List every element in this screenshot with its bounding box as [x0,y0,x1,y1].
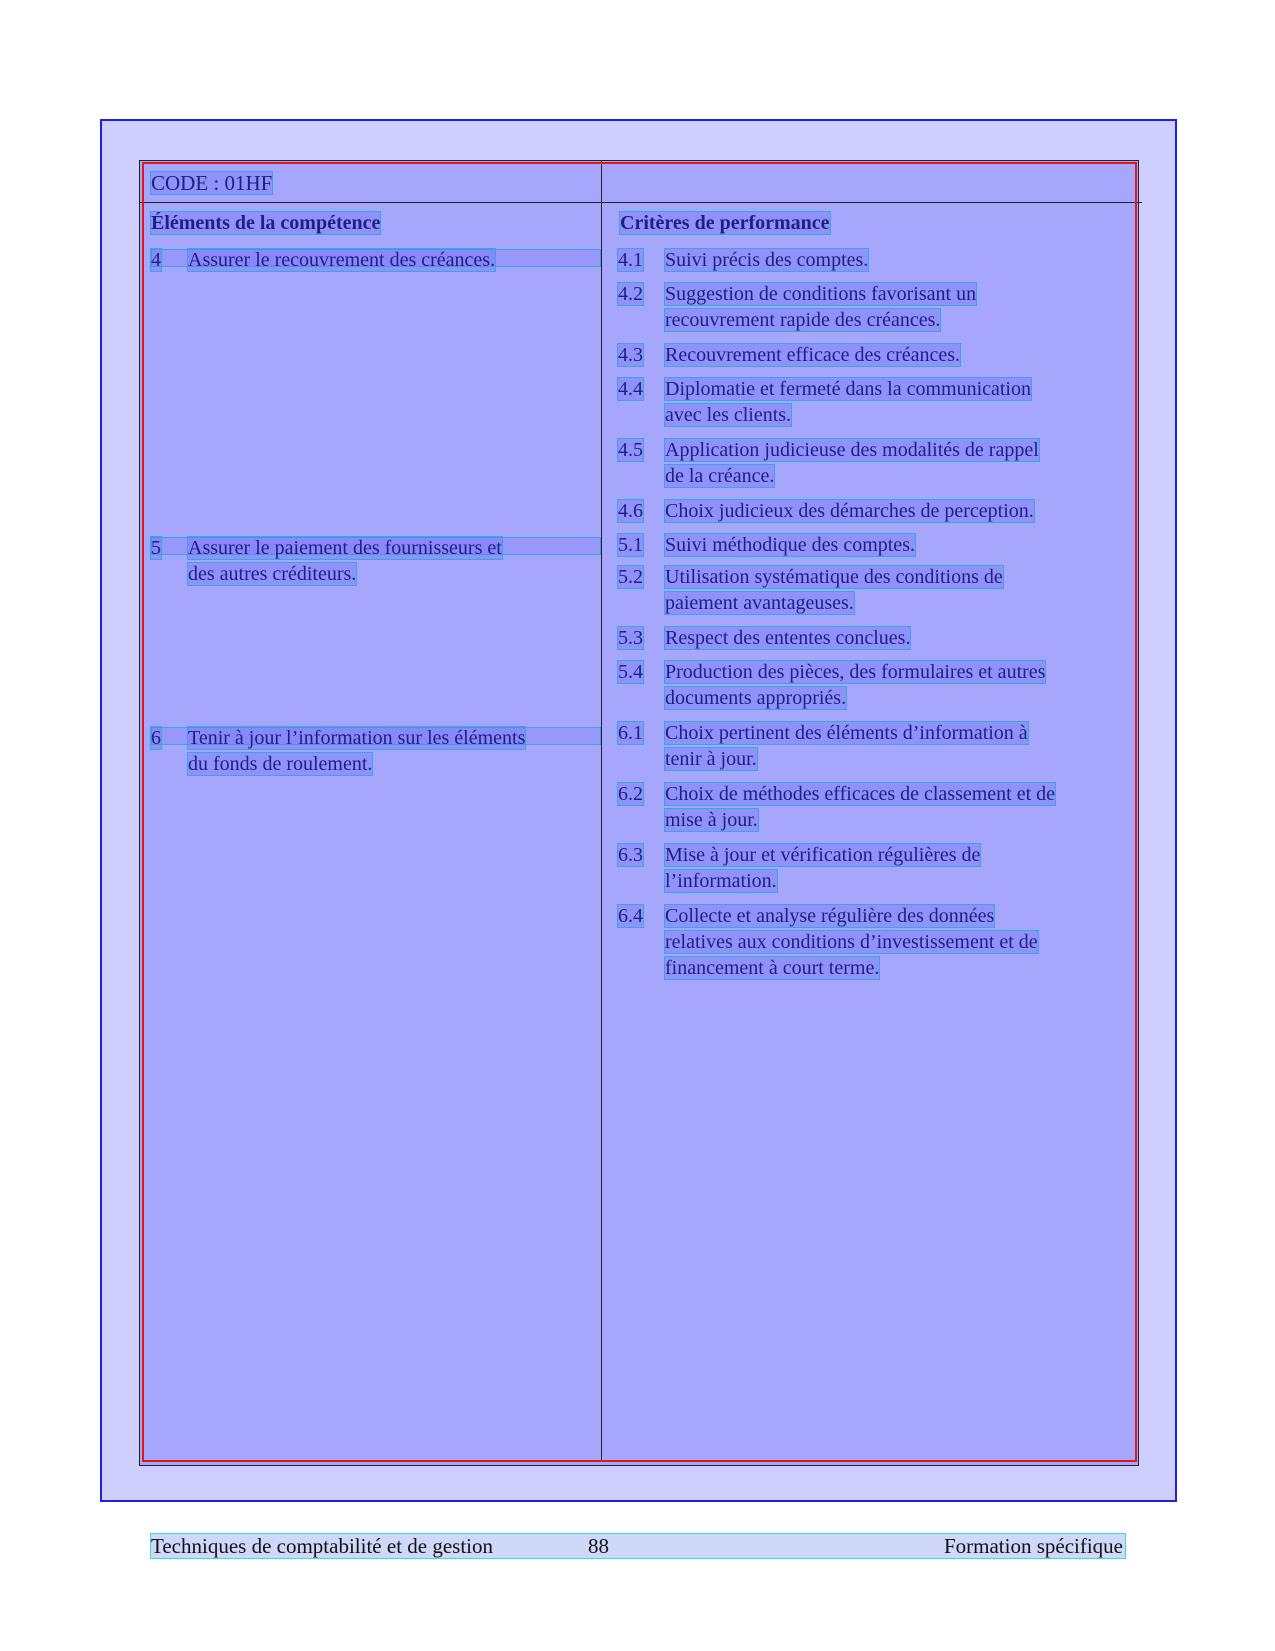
element-number: 4 [151,249,161,271]
criterion-number: 4.5 [618,439,643,461]
criterion-text-line: Recouvrement efficace des créances. [665,344,961,366]
criterion-text-line: Respect des ententes conclues. [665,627,911,649]
criterion-text-line: financement à court terme. [665,957,880,979]
criterion-number: 5.4 [618,661,643,683]
criterion-text-line: tenir à jour. [665,748,757,770]
criterion-text-line: Suggestion de conditions favorisant un [665,283,977,305]
criterion-text-line: Choix judicieux des démarches de perception. [665,500,1034,522]
criterion-text-line: Utilisation systématique des conditions de [665,566,1003,588]
criterion-text-line: Diplomatie et fermeté dans la communication [665,378,1031,400]
criterion-text-line: Collecte et analyse régulière des données [665,905,995,927]
criterion-number: 4.3 [618,344,643,366]
header-rule [139,202,1142,203]
criteria-column-header: Critères de performance [620,212,830,234]
criterion-text-line: documents appropriés. [665,687,847,709]
element-number: 5 [151,537,161,559]
column-divider [601,160,602,1460]
criterion-text-line: Suivi précis des comptes. [665,249,869,271]
criterion-text-line: Mise à jour et vérification régulières de [665,844,981,866]
criterion-number: 4.2 [618,283,643,305]
criterion-text-line: Choix de méthodes efficaces de classement et de [665,783,1056,805]
criterion-number: 5.2 [618,566,643,588]
criterion-number: 5.3 [618,627,643,649]
footer-program-title: Techniques de comptabilité et de gestion [151,1534,494,1558]
criterion-number: 6.2 [618,783,643,805]
criterion-text-line: Application judicieuse des modalités de rappel [665,439,1039,461]
criterion-text-line: relatives aux conditions d’investissement et de [665,931,1038,953]
element-number: 6 [151,727,161,749]
code-label: CODE : 01HF [151,171,273,195]
criterion-text-line: mise à jour. [665,809,758,831]
criterion-text-line: avec les clients. [665,404,792,426]
criterion-number: 6.3 [618,844,643,866]
criterion-text-line: l’information. [665,870,777,892]
element-text-line: du fonds de roulement. [188,753,373,775]
criterion-number: 4.4 [618,378,643,400]
page-footer [151,1534,1125,1558]
criterion-text-line: recouvrement rapide des créances. [665,309,941,331]
footer-section-title: Formation spécifique [943,1534,1123,1558]
criterion-number: 4.6 [618,500,643,522]
element-text-line: Assurer le paiement des fournisseurs et [188,537,502,559]
criterion-text-line: de la créance. [665,465,775,487]
criterion-text-line: Production des pièces, des formulaires et autres [665,661,1046,683]
criterion-number: 6.1 [618,722,643,744]
criterion-number: 5.1 [618,534,643,556]
criterion-number: 4.1 [618,249,643,271]
elements-column-header: Éléments de la compétence [151,212,381,234]
footer-page-number: 88 [588,1534,609,1558]
criterion-text-line: Choix pertinent des éléments d’information à [665,722,1028,744]
element-text-line: Tenir à jour l’information sur les éléments [188,727,526,749]
element-text-line: des autres créditeurs. [188,563,357,585]
criterion-text-line: paiement avantageuses. [665,592,854,614]
criterion-text-line: Suivi méthodique des comptes. [665,534,915,556]
criterion-number: 6.4 [618,905,643,927]
element-text-line: Assurer le recouvrement des créances. [188,249,496,271]
